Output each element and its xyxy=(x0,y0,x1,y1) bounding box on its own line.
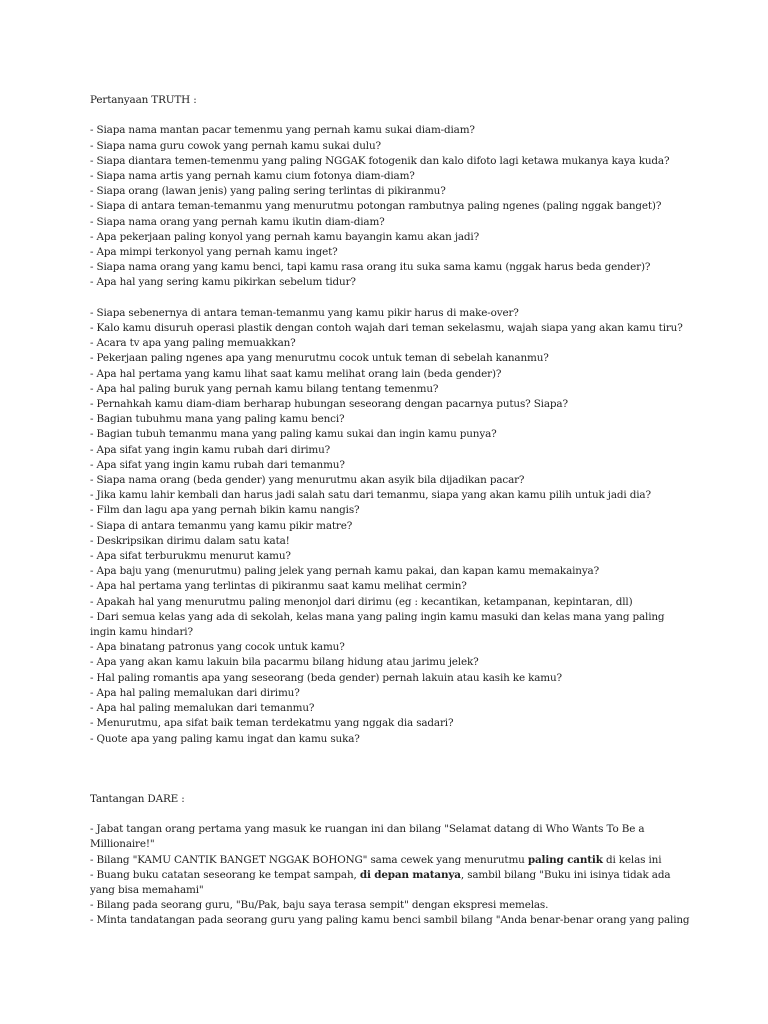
truth-question-list-2 xyxy=(90,306,690,747)
dare-item-emphasis: di depan matanya xyxy=(359,868,461,881)
truth-question-item: - Apa yang akan kamu lakuin bila pacarmu bilang hidung atau jarimu jelek? xyxy=(90,656,479,669)
truth-question-item: - Apa pekerjaan paling konyol yang pernah kamu bayangin kamu akan jadi? xyxy=(90,230,480,243)
truth-question-item: - Apa hal pertama yang terlintas di pikiranmu saat kamu melihat cermin? xyxy=(90,580,467,593)
spacer xyxy=(90,807,690,822)
truth-question-item: - Apa sifat terburukmu menurut kamu? xyxy=(90,550,291,563)
truth-question-item: - Dari semua kelas yang ada di sekolah, kelas mana yang paling ingin kamu masuki dan kelas mana yang paling ingin kamu hindari? xyxy=(90,610,665,639)
dare-heading: Tantangan DARE : xyxy=(90,792,185,805)
truth-question-list-1 xyxy=(90,123,690,290)
truth-question-item: - Siapa diantara temen-temenmu yang paling NGGAK fotogenik dan kalo difoto lagi ketawa mukanya kaya kuda? xyxy=(90,154,670,167)
dare-item-text: - Minta tandatangan pada seorang guru yang paling kamu benci sambil bilang "Anda benar-benar orang yang paling xyxy=(90,914,690,927)
spacer xyxy=(90,291,690,306)
dare-item xyxy=(90,913,690,928)
spacer xyxy=(90,108,690,123)
truth-question-item: - Apakah hal yang menurutmu paling menonjol dari dirimu (eg : kecantikan, ketampanan, kepintaran, dll) xyxy=(90,595,633,608)
truth-question-item: - Siapa sebenernya di antara teman-temanmu yang kamu pikir harus di make-over? xyxy=(90,306,519,319)
dare-item-text: di kelas ini xyxy=(602,853,662,866)
truth-question-item: - Apa hal paling memalukan dari temanmu? xyxy=(90,702,315,715)
truth-question-item: - Apa hal yang sering kamu pikirkan sebelum tidur? xyxy=(90,276,356,289)
dare-item-text: , sambil bilang "Buku ini isinya tidak ada yang bisa memahami" xyxy=(90,868,671,896)
truth-question-item: - Pernahkah kamu diam-diam berharap hubungan seseorang dengan pacarnya putus? Siapa? xyxy=(90,398,568,411)
dare-item-text: - Bilang pada seorang guru, "Bu/Pak, baju saya terasa sempit" dengan ekspresi memelas. xyxy=(90,899,549,912)
truth-question-item: - Apa sifat yang ingin kamu rubah dari dirimu? xyxy=(90,443,331,456)
truth-question-item: - Siapa nama mantan pacar temenmu yang pernah kamu sukai diam-diam? xyxy=(90,124,475,137)
truth-heading: Pertanyaan TRUTH : xyxy=(90,94,197,106)
dare-item-text: - Jabat tangan orang pertama yang masuk ke ruangan ini dan bilang "Selamat datang di Who Wants To Be a Millionaire!" xyxy=(90,823,645,851)
truth-question-item: - Acara tv apa yang paling memuakkan? xyxy=(90,337,296,350)
truth-question-item: - Siapa nama orang yang kamu benci, tapi kamu rasa orang itu suka sama kamu (nggak harus beda gender)? xyxy=(90,261,651,274)
dare-item xyxy=(90,853,690,868)
spacer xyxy=(90,747,690,792)
truth-question-item: - Bagian tubuh temanmu mana yang paling kamu sukai dan ingin kamu punya? xyxy=(90,428,497,441)
truth-question-item: - Pekerjaan paling ngenes apa yang menurutmu cocok untuk teman di sebelah kananmu? xyxy=(90,352,549,365)
truth-question-item: - Apa hal pertama yang kamu lihat saat kamu melihat orang lain (beda gender)? xyxy=(90,367,502,380)
dare-item-text: - Buang buku catatan seseorang ke tempat sampah, xyxy=(90,868,360,881)
truth-question-item: - Apa hal paling buruk yang pernah kamu bilang tentang temenmu? xyxy=(90,382,439,395)
truth-question-item: - Apa mimpi terkonyol yang pernah kamu inget? xyxy=(90,246,338,259)
truth-question-item: - Apa baju yang (menurutmu) paling jelek yang pernah kamu pakai, dan kapan kamu memakainya? xyxy=(90,565,600,578)
truth-question-item: - Siapa nama guru cowok yang pernah kamu sukai dulu? xyxy=(90,139,381,152)
truth-question-item: - Apa binatang patronus yang cocok untuk kamu? xyxy=(90,641,345,654)
dare-item xyxy=(90,898,690,913)
truth-question-item: - Film dan lagu apa yang pernah bikin kamu nangis? xyxy=(90,504,360,517)
truth-question-item: - Bagian tubuhmu mana yang paling kamu benci? xyxy=(90,413,345,426)
truth-question-item: - Jika kamu lahir kembali dan harus jadi salah satu dari temanmu, siapa yang akan kamu pilih untuk jadi dia? xyxy=(90,489,651,502)
truth-question-item: - Siapa di antara temanmu yang kamu pikir matre? xyxy=(90,519,353,532)
truth-question-item: - Kalo kamu disuruh operasi plastik dengan contoh wajah dari teman sekelasmu, wajah siapa yang akan kamu tiru? xyxy=(90,322,683,335)
truth-question-item: - Siapa orang (lawan jenis) yang paling sering terlintas di pikiranmu? xyxy=(90,185,446,198)
truth-question-item: - Deskripsikan dirimu dalam satu kata! xyxy=(90,534,290,547)
truth-question-item: - Siapa di antara teman-temanmu yang menurutmu potongan rambutnya paling ngenes (paling nggak banget)? xyxy=(90,200,662,213)
truth-question-item: - Siapa nama orang (beda gender) yang menurutmu akan asyik bila dijadikan pacar? xyxy=(90,474,525,487)
truth-question-item: - Siapa nama artis yang pernah kamu cium fotonya diam-diam? xyxy=(90,170,415,182)
truth-question-item: - Hal paling romantis apa yang seseorang (beda gender) pernah lakuin atau kasih ke kamu? xyxy=(90,671,562,684)
dare-item xyxy=(90,822,690,852)
dare-item xyxy=(90,868,690,898)
dare-item-emphasis: paling cantik xyxy=(527,853,603,866)
dare-challenge-list xyxy=(90,822,690,928)
dare-item-text: - Bilang "KAMU CANTIK BANGET NGGAK BOHONG" sama cewek yang menurutmu xyxy=(90,853,528,866)
truth-question-item: - Apa hal paling memalukan dari dirimu? xyxy=(90,686,300,699)
truth-question-item: - Apa sifat yang ingin kamu rubah dari temanmu? xyxy=(90,458,345,471)
truth-question-item: - Siapa nama orang yang pernah kamu ikutin diam-diam? xyxy=(90,215,385,228)
truth-question-item: - Quote apa yang paling kamu ingat dan kamu suka? xyxy=(90,732,360,745)
document-page xyxy=(90,93,690,929)
truth-question-item: - Menurutmu, apa sifat baik teman terdekatmu yang nggak dia sadari? xyxy=(90,717,454,730)
